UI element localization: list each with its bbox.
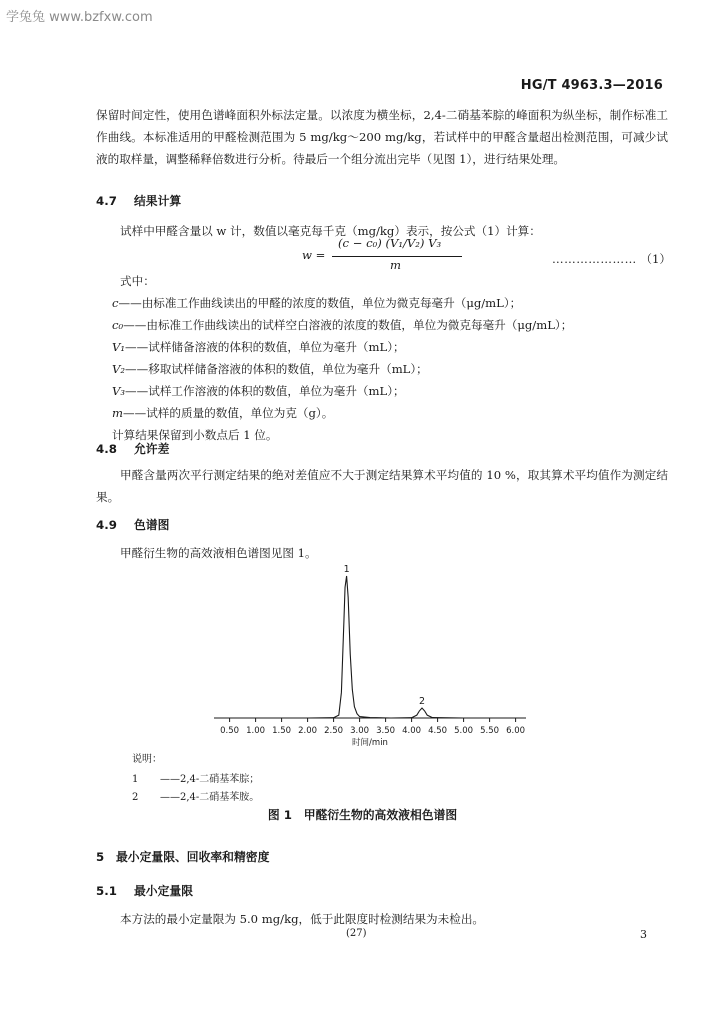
x-tick-label: 2.50 (324, 726, 344, 736)
figure-legend-item (132, 788, 259, 803)
peak-label: 2 (418, 696, 426, 708)
section-4-7-intro: 试样中甲醛含量以 w 计，数值以毫克每千克（mg/kg）表示，按公式（1）计算： (120, 224, 541, 238)
section-title: 色谱图 (134, 518, 170, 532)
variable-desc: ——试样工作溶液的体积的数值，单位为毫升（mL）； (125, 384, 405, 398)
x-tick-label: 4.50 (428, 726, 448, 736)
section-number: 4.8 (96, 442, 117, 456)
x-tick-label: 4.00 (402, 726, 422, 736)
formula-lhs: w = (302, 248, 326, 262)
section-4-9-text: 甲醛衍生物的高效液相色谱图见图 1。 (120, 546, 317, 560)
formula-1 (302, 236, 512, 276)
section-number: 4.7 (96, 194, 117, 208)
variable-desc: ——由标准工作曲线读出的试样空白溶液的浓度的数值，单位为微克每毫升（μg/mL）； (123, 318, 573, 332)
variable-symbol: m (112, 406, 123, 420)
variable-symbol: V₁ (112, 340, 126, 354)
series-line (214, 576, 526, 718)
formula-dots: ………………… (552, 252, 637, 266)
x-tick-label: 1.50 (272, 726, 292, 736)
section-title: 允许差 (134, 442, 170, 456)
section-title: 结果计算 (134, 194, 182, 208)
variable-line (112, 402, 572, 424)
variable-symbol: V₂ (112, 362, 126, 376)
fraction-bar (332, 256, 462, 257)
chart-plot-area (214, 564, 526, 748)
x-tick-label: 5.00 (454, 726, 474, 736)
page-number: 3 (640, 928, 647, 941)
variable-desc: ——移取试样储备溶液的体积的数值，单位为毫升（mL）； (125, 362, 428, 376)
formula-numerator: (c − c₀) (V₁/V₂) V₃ (338, 236, 442, 250)
x-tick-label: 6.00 (506, 726, 526, 736)
section-number: 5.1 (96, 884, 117, 898)
x-tick-label: 3.50 (376, 726, 396, 736)
formula-number (552, 248, 671, 270)
figure-title: 图 1 甲醛衍生物的高效液相色谱图 (267, 808, 458, 822)
variable-symbol: V₃ (112, 384, 126, 398)
section-number: 5 (96, 850, 105, 864)
variable-line (112, 292, 572, 314)
legend-text: ——2,4-二硝基苯胺。 (160, 792, 260, 803)
footer-center: (27) (346, 928, 367, 939)
peak-label: 1 (343, 564, 350, 575)
x-tick-label: 0.50 (220, 726, 240, 736)
variable-symbol: c (112, 296, 119, 310)
variable-line (112, 380, 572, 402)
variable-line (112, 314, 572, 336)
x-tick-label: 5.50 (480, 726, 500, 736)
x-tick-label: 3.00 (350, 726, 370, 736)
section-5-heading (96, 848, 269, 865)
section-4-9-heading (96, 516, 169, 533)
variable-list (112, 292, 572, 446)
section-title: 最小定量限 (134, 884, 193, 898)
variable-line (112, 336, 572, 358)
section-5-1-text: 本方法的最小定量限为 5.0 mg/kg，低于此限度时检测结果为未检出。 (120, 912, 485, 926)
where-label: 式中： (120, 274, 155, 288)
legend-num: 1 (132, 774, 139, 785)
standard-code: HG/T 4963.3—2016 (520, 78, 663, 93)
formula-denominator: m (390, 258, 401, 272)
section-4-8-heading (96, 440, 169, 457)
chromatogram-chart (200, 564, 540, 754)
figure-legend-label: 说明： (132, 754, 162, 765)
figure-legend-item (132, 770, 259, 785)
calc-note: 计算结果保留到小数点后 1 位。 (112, 428, 278, 442)
section-number: 4.9 (96, 518, 117, 532)
section-4-8-text: 甲醛含量两次平行测定结果的绝对差值应不大于测定结果算术平均值的 10 %，取其算术平均值作为测定结果。 (96, 468, 668, 504)
watermark-text: 学兔兔 www.bzfxw.com (6, 10, 153, 25)
variable-symbol: c₀ (112, 318, 124, 332)
variable-desc: ——试样储备溶液的体积的数值，单位为毫升（mL）； (125, 340, 405, 354)
intro-paragraph: 保留时间定性，使用色谱峰面积外标法定量。以浓度为横坐标，2,4-二硝基苯腙的峰面积为纵坐标，制作标准工作曲线。本标准适用的甲醛检测范围为 5 mg/kg～200 mg/kg，若试样中的甲醛含量超出检测范围，可减少试液的取样量，调整稀释倍数进行分析。待最后一个组分流出完毕（见图 1），进行结果处理。 (96, 108, 668, 166)
section-5-1-heading (96, 882, 193, 899)
x-tick-label: 1.00 (246, 726, 266, 736)
legend-num: 2 (132, 792, 139, 803)
x-tick-label: 2.00 (298, 726, 318, 736)
x-axis-label: 时间/min (352, 738, 388, 748)
variable-desc: ——试样的质量的数值，单位为克（g）。 (123, 406, 334, 420)
section-title: 最小定量限、回收率和精密度 (116, 850, 270, 864)
variable-line (112, 358, 572, 380)
legend-text: ——2,4-二硝基苯腙； (160, 774, 260, 785)
variable-desc: ——由标准工作曲线读出的甲醛的浓度的数值，单位为微克每毫升（μg/mL）； (118, 296, 522, 310)
section-4-7-heading (96, 192, 181, 209)
formula-number-label: （1） (640, 252, 671, 266)
